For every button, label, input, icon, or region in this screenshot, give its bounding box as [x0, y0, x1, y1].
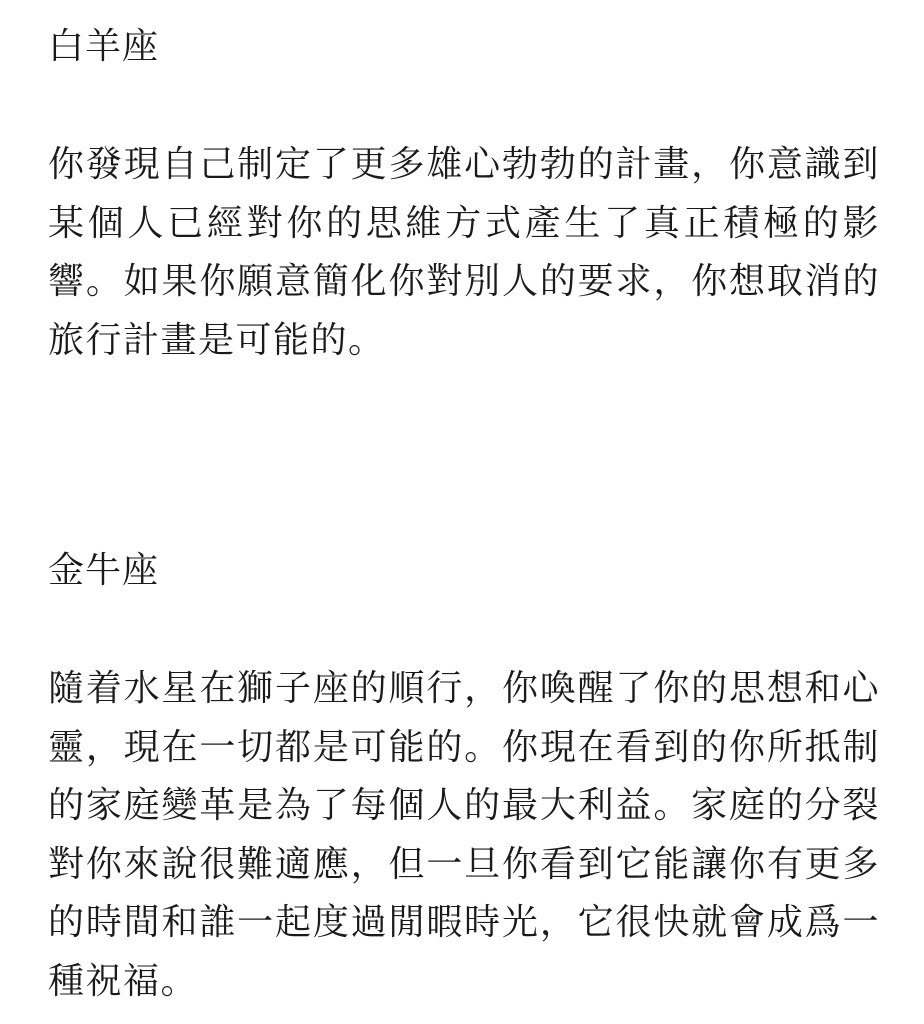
aries-body: 你發現自己制定了更多雄心勃勃的計畫，你意識到某個人已經對你的思維方式產生了真正積極的影響。如果你願意簡化你對別人的要求，你想取消的旅行計畫是可能的。: [48, 144, 880, 361]
taurus-title: 金牛座: [48, 550, 160, 591]
horoscope-article: [48, 18, 880, 1011]
aries-title: 白羊座: [48, 26, 160, 67]
taurus-body: 隨着水星在獅子座的順行，你喚醒了你的思想和心靈，現在一切都是可能的。你現在看到的你所抵制的家庭變革是為了每個人的最大利益。家庭的分裂對你來說很難適應，但一旦你看到它能讓你有更多的時間和誰一起度過閒暇時光，它很快就會成爲一種祝福。: [48, 668, 880, 1002]
taurus-section: [48, 542, 880, 1011]
aries-section: [48, 18, 880, 370]
